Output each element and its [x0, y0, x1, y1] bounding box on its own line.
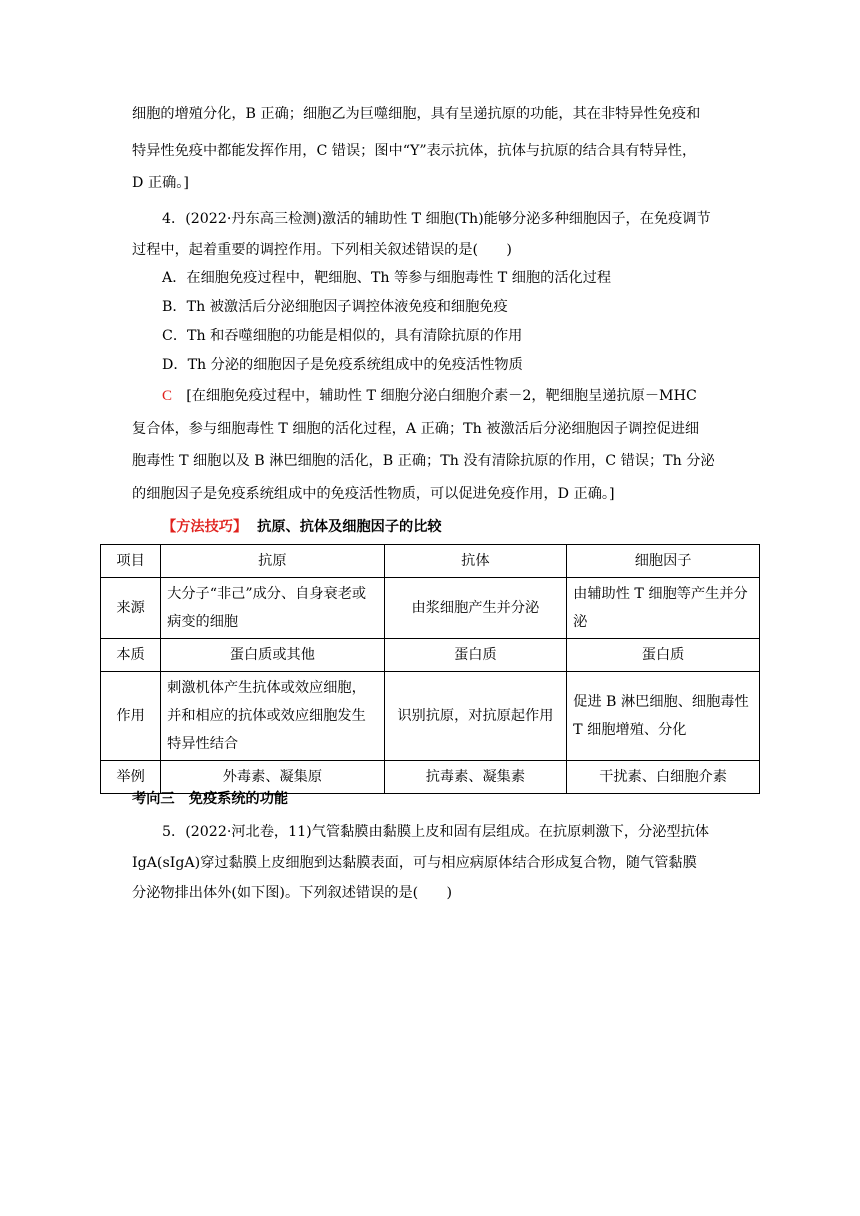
table-row	[101, 578, 760, 639]
table-cell: 大分子“非己”成分、自身衰老或病变的细胞	[161, 578, 384, 639]
prev-explanation-line: D 正确。]	[132, 175, 189, 191]
method-tip-title: 抗原、抗体及细胞因子的比较	[257, 519, 442, 535]
question-4-option-c: C．Th 和吞噬细胞的功能是相似的，具有清除抗原的作用	[162, 328, 523, 344]
question-4-option-d: D．Th 分泌的细胞因子是免疫系统组成中的免疫活性物质	[162, 357, 523, 373]
table-cell: 本质	[101, 639, 161, 672]
question-4-explanation: 的细胞因子是免疫系统组成中的免疫活性物质，可以促进免疫作用，D 正确。]	[132, 486, 615, 502]
question-4-option-b: B．Th 被激活后分泌细胞因子调控体液免疫和细胞免疫	[162, 299, 508, 315]
table-header-row	[101, 545, 760, 578]
question-5-stem: IgA(sIgA)穿过黏膜上皮细胞到达黏膜表面，可与相应病原体结合形成复合物，随气管黏膜	[132, 855, 697, 871]
table-cell: 蛋白质	[567, 639, 760, 672]
table-cell: 由辅助性 T 细胞等产生并分泌	[567, 578, 760, 639]
prev-explanation-line: 特异性免疫中都能发挥作用，C 错误；图中“Y”表示抗体，抗体与抗原的结合具有特异性，	[132, 143, 697, 159]
question-4-option-a: A．在细胞免疫过程中，靶细胞、Th 等参与细胞毒性 T 细胞的活化过程	[162, 270, 612, 286]
table-cell: 外毒素、凝集原	[161, 761, 384, 794]
table-row	[101, 672, 760, 761]
table-cell: 促进 B 淋巴细胞、细胞毒性 T 细胞增殖、分化	[567, 672, 760, 761]
table-cell: 来源	[101, 578, 161, 639]
table-cell: 蛋白质	[384, 639, 567, 672]
table-cell: 蛋白质或其他	[161, 639, 384, 672]
table-cell: 举例	[101, 761, 161, 794]
table-cell: 由浆细胞产生并分泌	[384, 578, 567, 639]
table-header-cell: 抗体	[384, 545, 567, 578]
table-cell: 干扰素、白细胞介素	[567, 761, 760, 794]
section-heading: 考向三 免疫系统的功能	[132, 791, 289, 807]
method-tip-tag: 【方法技巧】	[162, 519, 248, 535]
table-header-cell: 项目	[101, 545, 161, 578]
question-5-stem: 分泌物排出体外(如下图)。下列叙述错误的是( )	[132, 885, 453, 901]
question-4-stem: 过程中，起着重要的调控作用。下列相关叙述错误的是( )	[132, 242, 512, 258]
table-header-cell: 抗原	[161, 545, 384, 578]
table-cell: 作用	[101, 672, 161, 761]
table-cell: 刺激机体产生抗体或效应细胞，并和相应的抗体或效应细胞发生特异性结合	[161, 672, 384, 761]
table-cell: 识别抗原，对抗原起作用	[384, 672, 567, 761]
question-4-explanation: 复合体，参与细胞毒性 T 细胞的活化过程，A 正确；Th 被激活后分泌细胞因子调控促进细	[132, 421, 700, 437]
prev-explanation-line: 细胞的增殖分化，B 正确；细胞乙为巨噬细胞，具有呈递抗原的功能，其在非特异性免疫和	[132, 106, 701, 122]
table-header-cell: 细胞因子	[567, 545, 760, 578]
question-4-stem: 4．(2022·丹东高三检测)激活的辅助性 T 细胞(Th)能够分泌多种细胞因子，在免疫调节	[162, 211, 711, 227]
method-tip-heading	[162, 517, 442, 537]
answer-letter: C	[162, 388, 173, 404]
comparison-table	[100, 544, 760, 794]
question-5-stem: 5．(2022·河北卷，11)气管黏膜由黏膜上皮和固有层组成。在抗原刺激下，分泌型抗体	[162, 824, 709, 840]
question-4-explanation	[162, 386, 762, 406]
table-row	[101, 639, 760, 672]
question-4-explanation: 胞毒性 T 细胞以及 B 淋巴细胞的活化，B 正确；Th 没有清除抗原的作用，C 错误；Th 分泌	[132, 453, 715, 469]
table-cell: 抗毒素、凝集素	[384, 761, 567, 794]
explanation-text: [在细胞免疫过程中，辅助性 T 细胞分泌白细胞介素－2，靶细胞呈递抗原－MHC	[172, 388, 697, 404]
